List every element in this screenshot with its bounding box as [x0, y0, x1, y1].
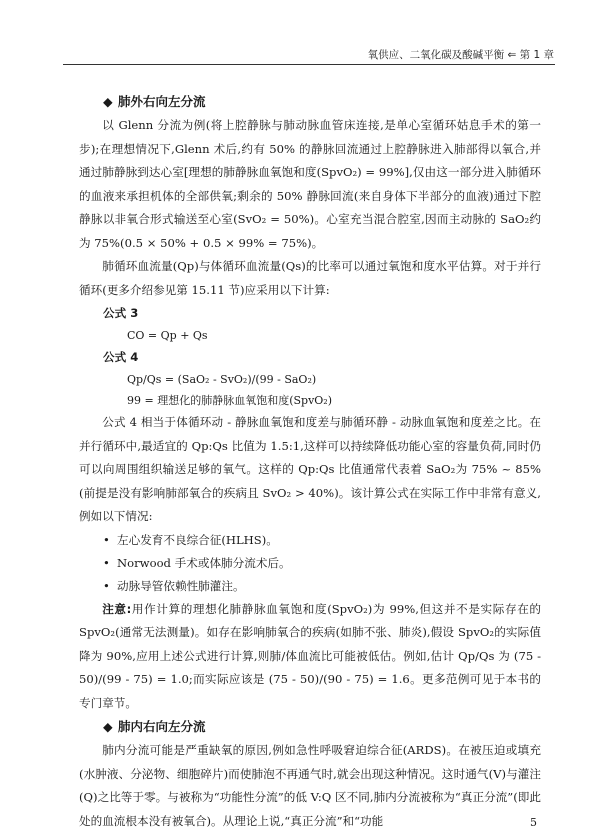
section-title: 肺内右向左分流 [118, 719, 206, 734]
diamond-bullet-icon: ◆ [103, 94, 113, 109]
list-item: • Norwood 手术或体肺分流术后。 [103, 552, 541, 575]
page-number: 5 [530, 816, 537, 829]
list-item: • 左心发育不良综合征(HLHS)。 [103, 529, 541, 552]
bullet-dot-icon: • [103, 578, 110, 593]
formula-3-label: 公式 3 [103, 306, 139, 320]
section-heading-extrapulmonary [103, 90, 541, 114]
note-text: 用作计算的理想化肺静脉血氧饱和度(SpvO₂)为 99%,但这并不是实际存在的 SpvO₂(通常无法测量)。如存在影响肺氧合的疾病(如肺不张、肺炎),假设 SpvO₂的实际值降为 90%,应用上述公式进行计算,则肺/体血流比可能被低估。例如,估计 Qp/Qs 为 (75 - 50)/(99 - 75) = 1.0;而实际应该是 (75 - 50)/(90 - 75) = 1.6。更多范例可见于本书的专门章节。 [79, 601, 541, 710]
list-item: • 动脉导管依赖性肺灌注。 [103, 575, 541, 598]
page-content [79, 90, 541, 833]
paragraph-qp-qs: 肺循环血流量(Qp)与体循环血流量(Qs)的比率可以通过氧饱和度水平估算。对于并行循环(更多介绍参见第 15.11 节)应采用以下计算: [79, 259, 541, 297]
header-rule [63, 64, 555, 65]
paragraph-formula-4-explanation: 公式 4 相当于体循环动 - 静脉血氧饱和度差与肺循环静 - 动脉血氧饱和度差之比。在并行循环中,最适宜的 Qp:Qs 比值为 1.5:1,这样可以持续降低功能心室的容量负荷,同时仍可以向周围组织输送足够的氧气。这样的 Qp:Qs 比值通常代表着 SaO₂为 75% ~ 85%(前提是没有影响肺部氧合的疾病且 SvO₂ > 40%)。该计算公式在实际工作中非常有意义,例如以下情况: [79, 415, 541, 523]
paragraph-glenn: 以 Glenn 分流为例(将上腔静脉与肺动脉血管床连接,是单心室循环姑息手术的第一步);在理想情况下,Glenn 术后,约有 50% 的静脉回流通过上腔静脉进入肺部得以氧合,并通过肺静脉到达心室[理想的肺静脉血氧饱和度(SpvO₂) = 99%],仅由这一部分进入肺循环的血液来承担机体的全部供氧;剩余的 50% 静脉回流(来自身体下半部分的血液)通过下腔静脉以非氧合形式输送至心室(SvO₂ = 50%)。心室充当混合腔室,因而主动脉的 SaO₂约为 75%(0.5 × 50% + 0.5 × 99% = 75%)。 [79, 118, 541, 250]
section-heading-intrapulmonary [103, 715, 541, 739]
bullet-dot-icon: • [103, 555, 110, 570]
bullet-dot-icon: • [103, 532, 110, 547]
paragraph-intrapulmonary: 肺内分流可能是严重缺氧的原因,例如急性呼吸窘迫综合征(ARDS)。在被压迫或填充(水肿液、分泌物、细胞碎片)而使肺泡不再通气时,就会出现这种情况。这时通气(V)与灌注(Q)之比等于零。与被称为“功能性分流”的低 V:Q 区不同,肺内分流被称为“真正分流”(即此处的血流根本没有被氧合)。从理论上说,“真正分流”和“功能 [79, 743, 541, 828]
formula-4-equation: Qp/Qs = (SaO₂ - SvO₂)/(99 - SaO₂) [127, 373, 317, 386]
diamond-bullet-icon: ◆ [103, 719, 113, 734]
formula-4-label: 公式 4 [103, 350, 139, 364]
formula-4-definition: 99 = 理想化的肺静脉血氧饱和度(SpvO₂) [127, 394, 333, 407]
bullet-list [103, 529, 541, 598]
note-paragraph [79, 598, 541, 716]
running-header: 氧供应、二氧化碳及酸碱平衡 ⇐ 第 1 章 [367, 49, 554, 61]
formula-3: CO = Qp + Qs [127, 329, 208, 342]
note-label: 注意: [102, 601, 132, 616]
section-title: 肺外右向左分流 [118, 94, 206, 109]
